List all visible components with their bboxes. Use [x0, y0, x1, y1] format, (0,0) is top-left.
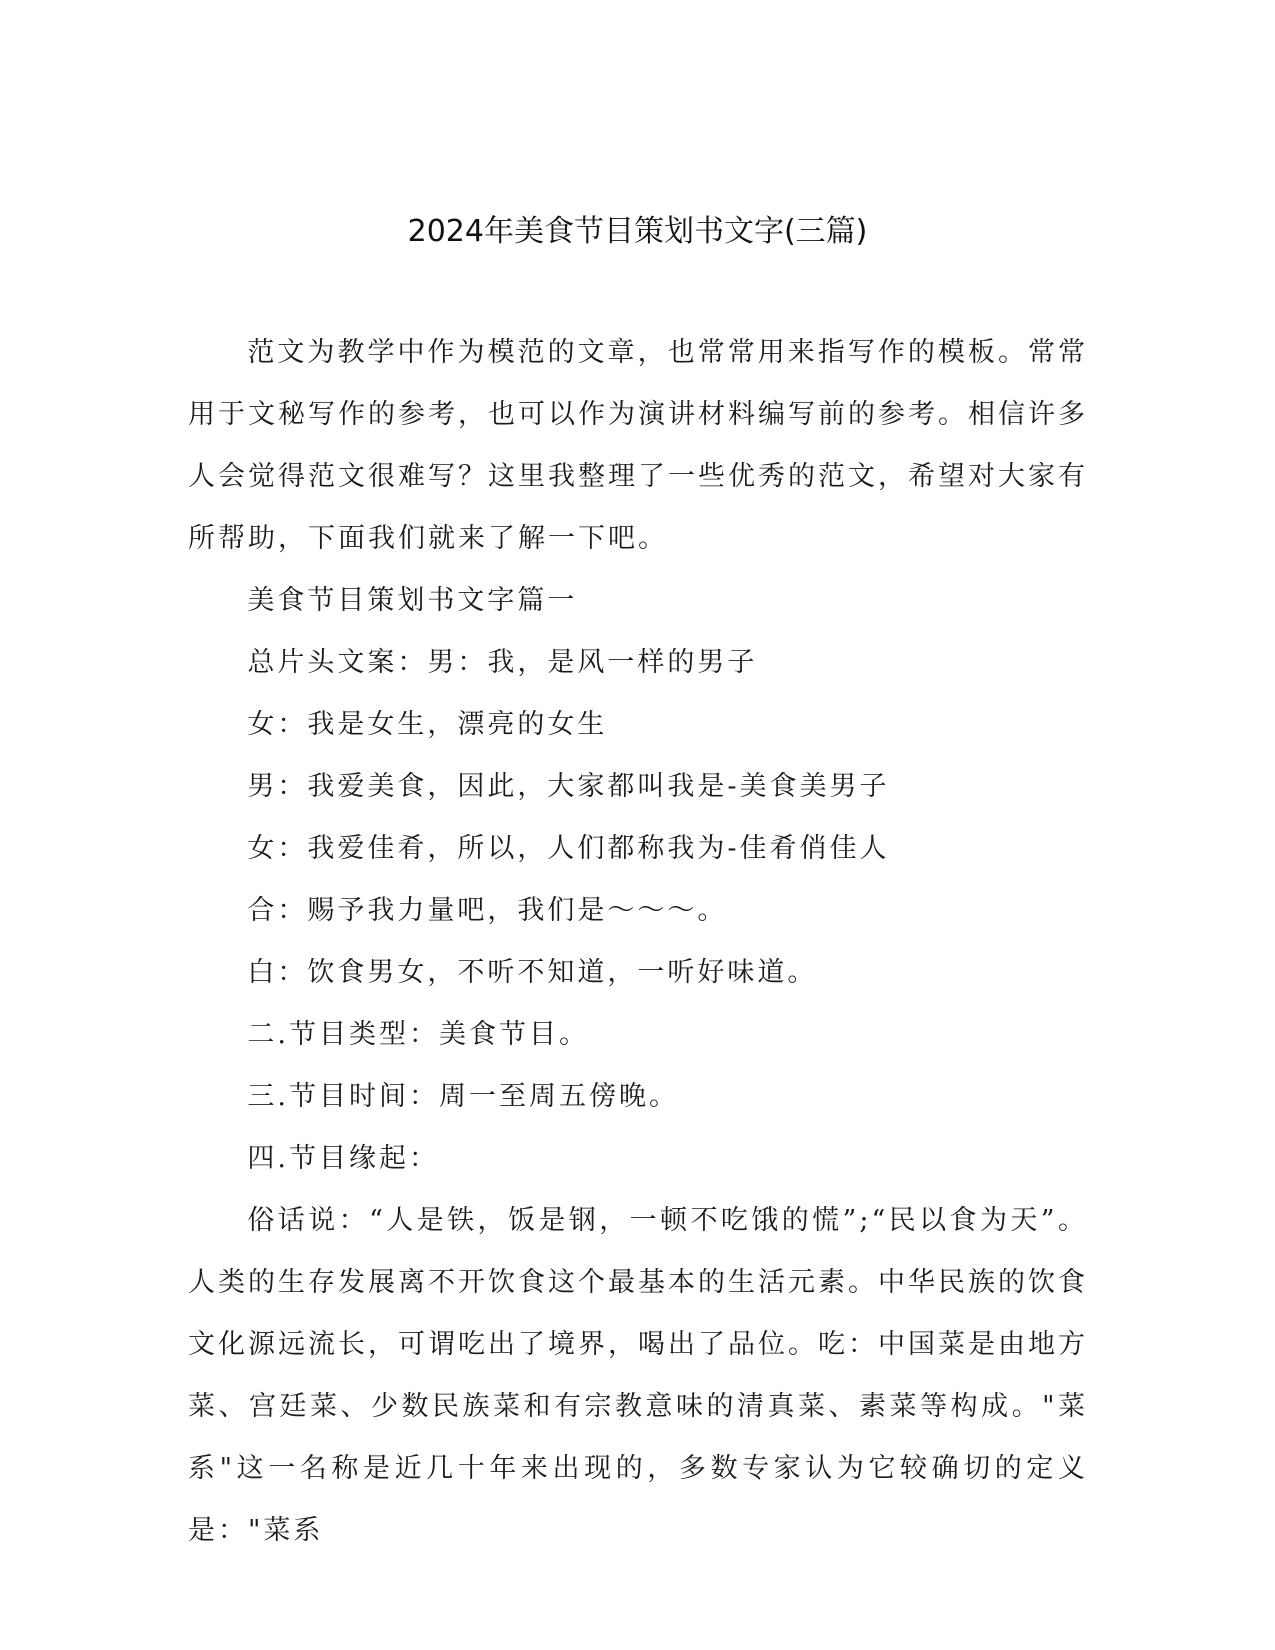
- paragraph-origin-body: 俗话说：“人是铁，饭是钢，一顿不吃饿的慌”;“民以食为天”。人类的生存发展离不开饮食这个最基本的生活元素。中华民族的饮食文化源远流长，可谓吃出了境界，喝出了品位。吃：中国菜是由地方菜、宫廷菜、少数民族菜和有宗教意味的清真菜、素菜等构成。"菜系"这一名称是近几十年来出现的，多数专家认为它较确切的定义是："菜系: [188, 1205, 1088, 1546]
- paragraph-dialogue-together: 合：赐予我力量吧，我们是～～～。: [247, 895, 728, 926]
- paragraph-dialogue-female-1: 女：我是女生，漂亮的女生: [247, 709, 608, 740]
- paragraph-dialogue-male-2: 男：我爱美食，因此，大家都叫我是-美食美男子: [247, 771, 890, 802]
- document-title: 2024年美食节目策划书文字(三篇): [407, 214, 868, 249]
- paragraph-section-heading: 美食节目策划书文字篇一: [247, 585, 578, 616]
- paragraph-program-origin: 四.节目缘起：: [247, 1143, 439, 1174]
- paragraph-program-type: 二.节目类型：美食节目。: [247, 1019, 589, 1050]
- paragraph-program-time: 三.节目时间：周一至周五傍晚。: [247, 1081, 679, 1112]
- paragraph-opening-copy: 总片头文案：男：我，是风一样的男子: [247, 647, 758, 678]
- paragraph-intro: 范文为教学中作为模范的文章，也常常用来指写作的模板。常常用于文秘写作的参考，也可以作为演讲材料编写前的参考。相信许多人会觉得范文很难写？这里我整理了一些优秀的范文，希望对大家有所帮助，下面我们就来了解一下吧。: [188, 337, 1088, 554]
- paragraph-dialogue-female-2: 女：我爱佳肴，所以，人们都称我为-佳肴俏佳人: [247, 833, 890, 864]
- document-body: [188, 322, 1088, 1562]
- paragraph-dialogue-narration: 白：饮食男女，不听不知道，一听好味道。: [247, 957, 818, 988]
